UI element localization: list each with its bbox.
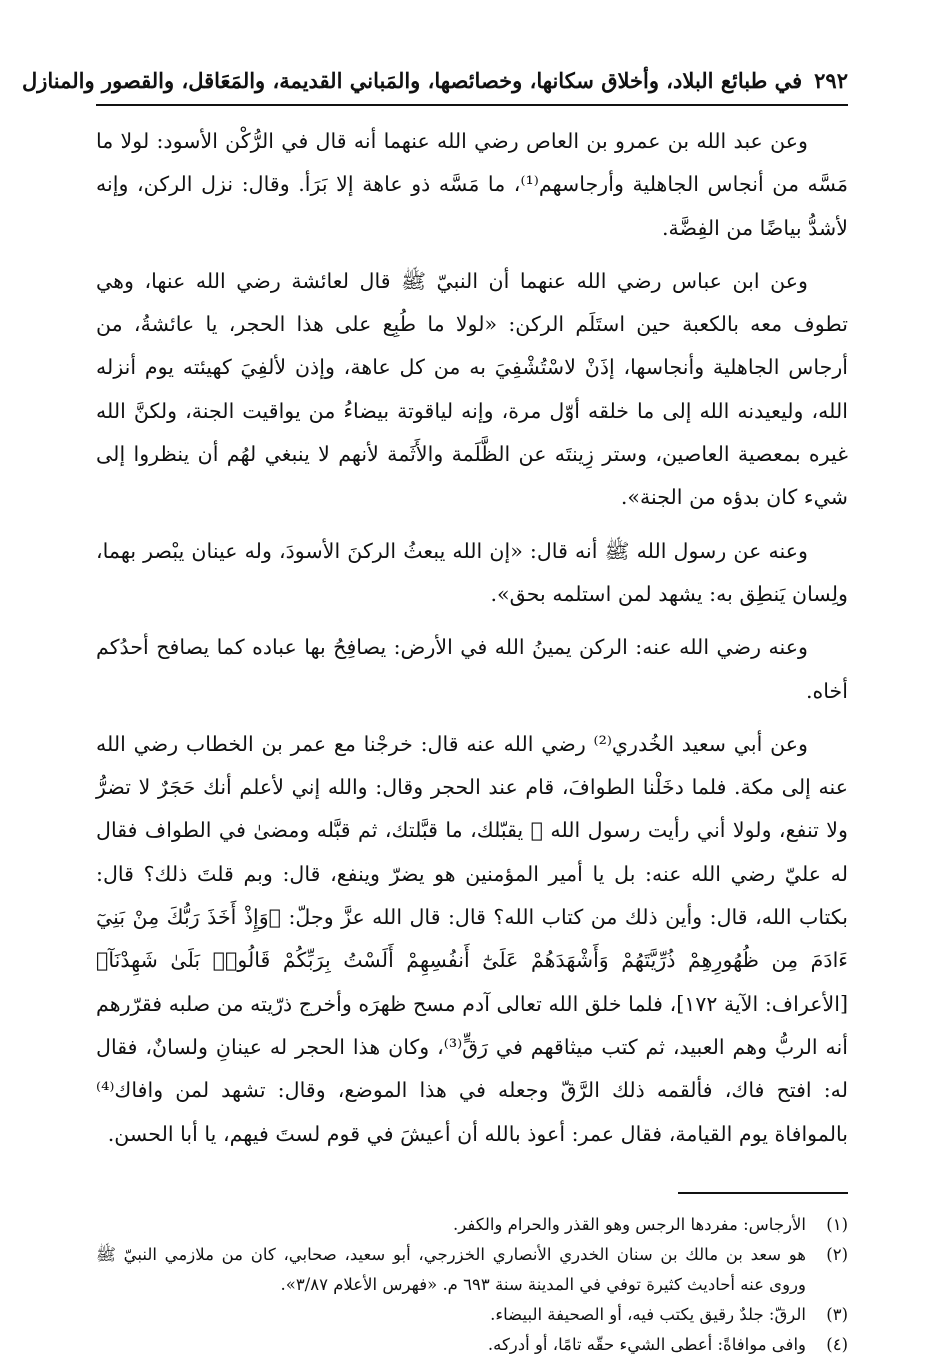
running-header [21, 64, 848, 106]
book-page [21, 64, 849, 1360]
footnote [96, 1210, 848, 1240]
footnote-number: (٢) [826, 1244, 848, 1264]
paragraph: وعنه رضي الله عنه: الركن يمينُ الله في الأرض: يصافِحُ بها عباده كما يصافح أحدُكم أخاه. [96, 635, 848, 703]
paragraph: وعن ابن عباس رضي الله عنهما أن النبيّ ﷺ قال لعائشة رضي الله عنها، وهي تطوف معه بالكعبة حين استَلَم الركن: «لولا ما طُبِع على هذا الحجر، يا عائشةُ، من أرجاس الجاهلية وأنجاسها، إذَنْ لاسْتُشْفِيَ به من كل عاهة، وإذن لألفِيَ كهيئته يوم أنزله الله، وليعيدنه الله إلى ما خلقه أوّل مرة، وإنه لياقوتة بيضاءُ من يواقيت الجنة، ولكنَّ الله غيره بمعصية العاصين، وستر زِينتَه عن الظَّلَمة والأَثَمة لأنهم لا ينبغي لهُم أن ينظروا إلى شيء كان بدؤه من الجنة». [96, 268, 848, 510]
footnote [96, 1240, 848, 1300]
footnote [96, 1330, 848, 1360]
footnote [96, 1300, 848, 1330]
footnote-text: هو سعد بن مالك بن سنان الخدري الأنصاري الخزرجي، أبو سعيد، صحابي، كان من ملازمي النبيّ ﷺ وروى عنه أحاديث كثيرة توفي في المدينة سنة ٦٩٣ م. «فهرس الأعلام ٣/٨٧». [96, 1244, 806, 1294]
page-number: ٢٩٢ [814, 68, 848, 93]
footnotes [96, 1210, 848, 1360]
footnote-text: وافى موافاةً: أعطى الشيء حقّه تامًا، أو أدركه. [487, 1334, 806, 1354]
footnote-number: (١) [826, 1214, 848, 1234]
footnote-text: الرقّ: جلدٌ رقيق يكتب فيه، أو الصحيفة البيضاء. [490, 1304, 806, 1324]
paragraph: وعنه عن رسول الله ﷺ أنه قال: «إن الله يبعثُ الركنَ الأسودَ، وله عينان يبْصر بهما، ولِسان يَنطِق به: يشهد لمن استلمه بحق». [96, 538, 848, 606]
footnote-number: (٤) [826, 1334, 848, 1354]
running-title: في طبائع البلاد، وأخلاق سكانها، وخصائصها، والمَباني القديمة، والمَعَاقل، والقصور والمنازل [21, 68, 803, 93]
footnote-text: الأرجاس: مفردها الرجس وهو القذر والحرام والكفر. [453, 1214, 806, 1234]
paragraph: وعن عبد الله بن عمرو بن العاص رضي الله عنهما أنه قال في الرُّكْن الأسود: لولا ما مَسَّه من أنجاس الجاهلية وأرجاسهم⁽¹⁾، ما مَسَّه ذو عاهة إلا بَرَأ. وقال: نزل الركن، وإنه لأشدُّ بياضًا من الفِضَّة. [96, 129, 848, 240]
paragraph: وعن أبي سعيد الخُدري⁽²⁾ رضي الله عنه قال: خرجْنا مع عمر بن الخطاب رضي الله عنه إلى مكة. فلما دخَلْنا الطوافَ، قام عند الحجر وقال: والله إني لأعلم أنك حَجَرٌ لا تضرُّ ولا تنفع، ولولا أني رأيت رسول الله ﷺ يقبّلك، ما قبَّلتك، ثم قبَّله ومضىٰ في الطواف فقال له عليّ رضي الله عنه: بل يا أمير المؤمنين هو يضرّ وينفع، قال: وبم قلتَ ذلك؟ قال: بكتاب الله، قال: وأين ذلك من كتاب الله؟ قال: قال الله عزَّ وجلّ: ﴿وَإِذْ أَخَذَ رَبُّكَ مِنْ بَنِيٓ ءَادَمَ مِن ظُهُورِهِمْ ذُرِّيَّتَهُمْ وَأَشْهَدَهُمْ عَلَىٰٓ أَنفُسِهِمْ أَلَسْتُ بِرَبِّكُمْ قَالُوا۟ بَلَىٰ شَهِدْنَآ﴾ [الأعراف: الآية ١٧٢]، فلما خلق الله تعالى آدم مسح ظهرَه وأخرج ذرّيته من صلبه فقرّرهم أنه الربُّ وهم العبيد، ثم كتب ميثاقهم في رَقٍّ⁽³⁾، وكان هذا الحجر له عينانِ ولسانٌ، فقال له: افتح فاك، فألقمه ذلك الرَّقّ وجعله في هذا الموضع، وقال: تشهد لمن وافاك⁽⁴⁾ بالموافاة يوم القيامة، فقال عمر: أعوذ بالله أن أعيشَ في قوم لستَ فيهم، يا أبا الحسن. [96, 731, 849, 1146]
footnote-divider [678, 1192, 848, 1194]
footnote-number: (٣) [826, 1304, 848, 1324]
main-text [96, 120, 848, 1156]
